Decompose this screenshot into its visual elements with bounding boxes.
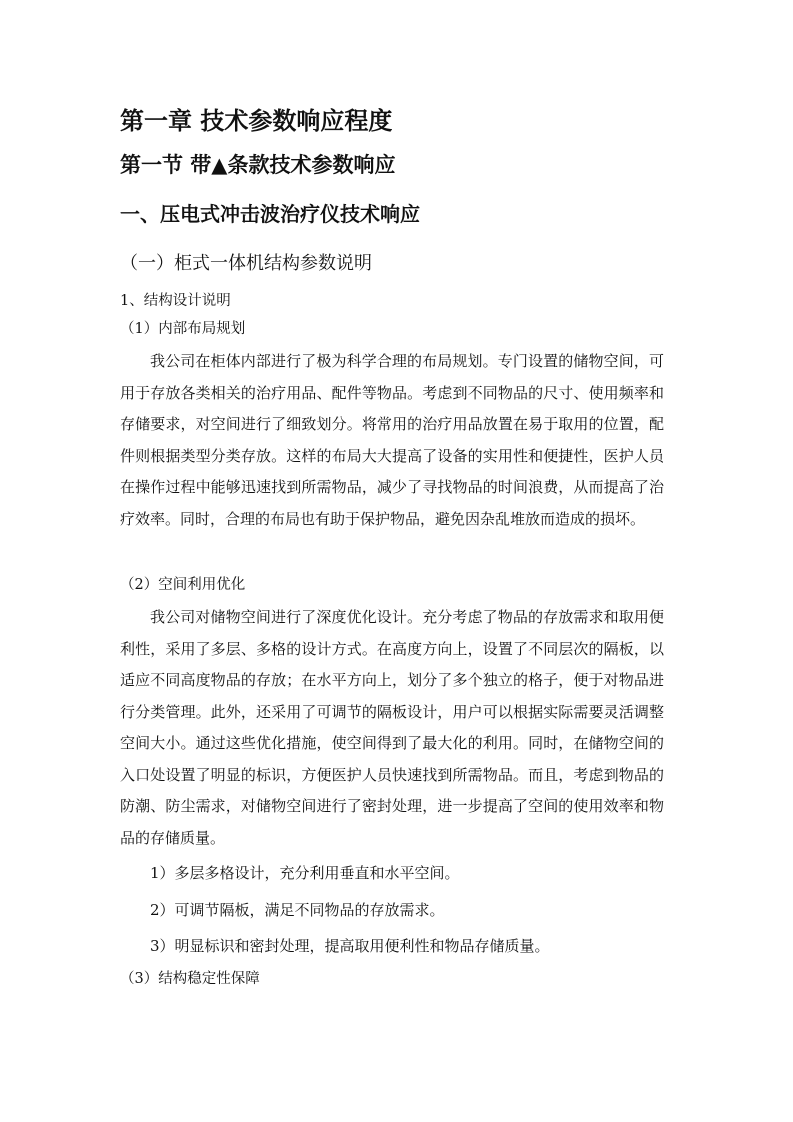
subitem-heading-2: （2）空间利用优化 (120, 577, 246, 593)
paragraph-space-optimization: 我公司对储物空间进行了深度优化设计。充分考虑了物品的存放需求和取用便利性，采用了多层、多格的设计方式。在高度方向上，设置了不同层次的隔板，以适应不同高度物品的存放；在水平方向上，划分了多个独立的格子，便于对物品进行分类管理。此外，还采用了可调节的隔板设计，用户可以根据实际需要灵活调整空间大小。通过这些优化措施，使空间得到了最大化的利用。同时，在储物空间的入口处设置了明显的标识，方便医护人员快速找到所需物品。而且，考虑到物品的防潮、防尘需求，对储物空间进行了密封处理，进一步提高了空间的使用效率和物品的存储质量。 (120, 608, 664, 847)
section-title: 第一节 带▲条款技术参数响应 (120, 153, 396, 177)
subitem-heading-1: （1）内部布局规划 (120, 321, 246, 337)
subsection-title: 一、压电式冲击波治疗仪技术响应 (120, 202, 420, 226)
part-title: （一）柜式一体机结构参数说明 (120, 253, 372, 274)
paragraph-layout-planning: 我公司在柜体内部进行了极为科学合理的布局规划。专门设置的储物空间，可用于存放各类相关的治疗用品、配件等物品。考虑到不同物品的尺寸、使用频率和存储要求，对空间进行了细致划分。将常用的治疗用品放置在易于取用的位置，配件则根据类型分类存放。这样的布局大大提高了设备的实用性和便捷性，医护人员在操作过程中能够迅速找到所需物品，减少了寻找物品的时间浪费，从而提高了治疗效率。同时，合理的布局也有助于保护物品，避免因杂乱堆放而造成的损坏。 (120, 352, 664, 528)
chapter-title: 第一章 技术参数响应程度 (120, 107, 393, 135)
list-item: 2）可调节隔板，满足不同物品的存放需求。 (150, 901, 445, 919)
subitem-heading-3: （3）结构稳定性保障 (120, 971, 260, 987)
item-title: 1、结构设计说明 (120, 293, 231, 309)
list-item: 1）多层多格设计，充分利用垂直和水平空间。 (150, 864, 460, 882)
list-item: 3）明显标识和密封处理，提高取用便利性和物品存储质量。 (150, 937, 550, 955)
